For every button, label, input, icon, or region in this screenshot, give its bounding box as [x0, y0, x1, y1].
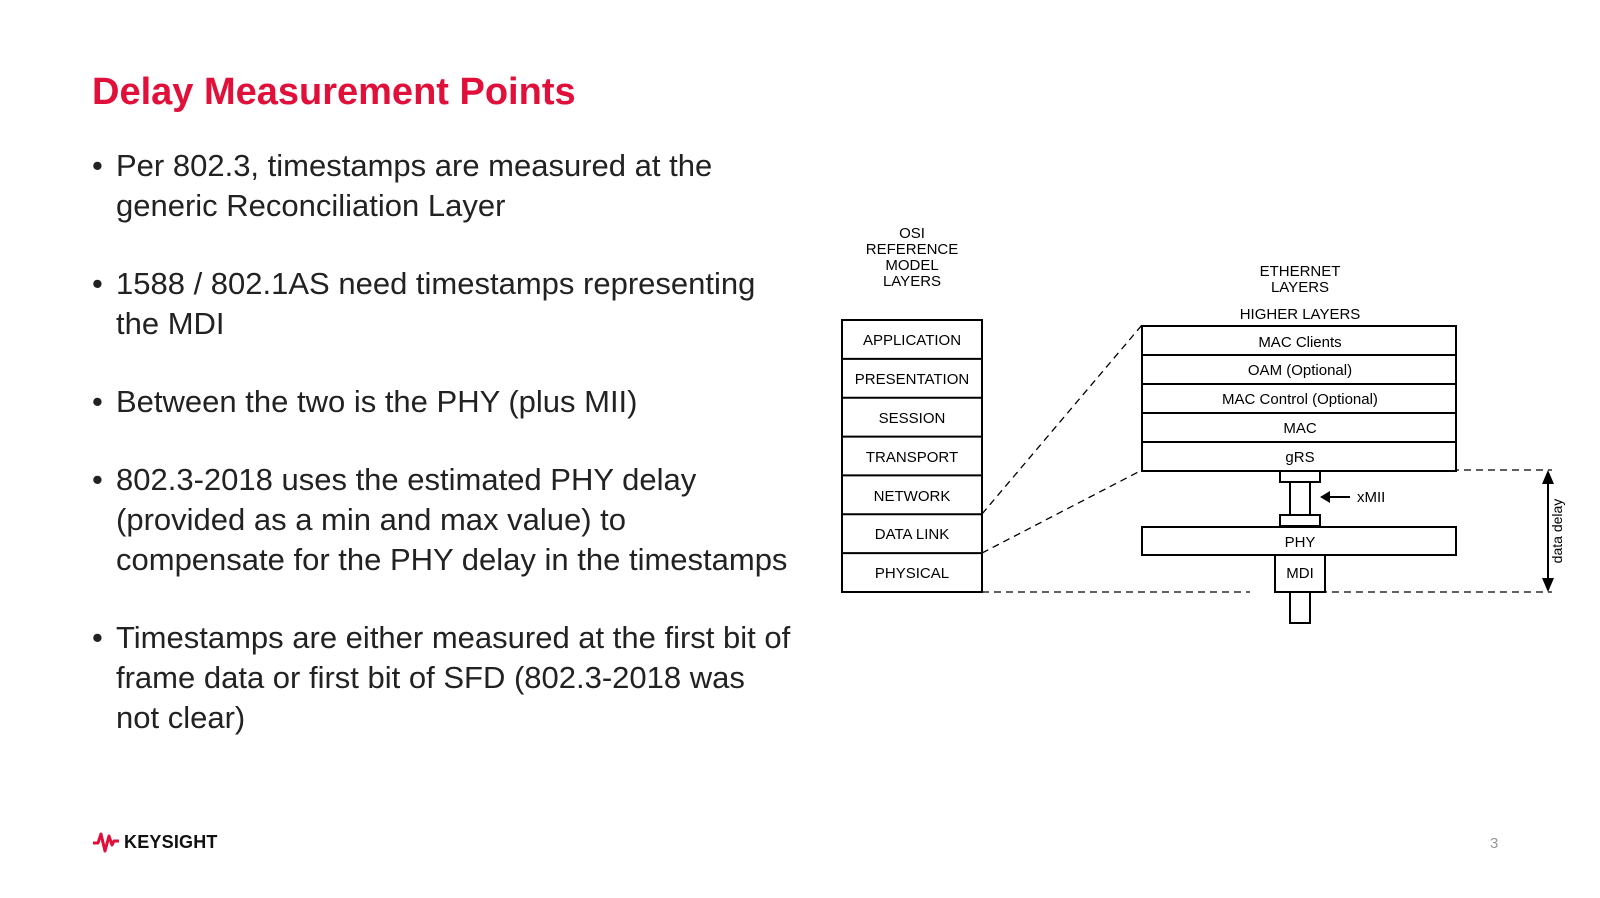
bullet-item: • 802.3-2018 uses the estimated PHY delay (provided as a min and max value) to compensate for the PHY delay in the timestamps — [92, 460, 792, 580]
ethernet-header-line: ETHERNET — [1259, 263, 1341, 280]
logo-text: KEYSIGHT — [124, 831, 218, 852]
osi-layer-physical: PHYSICAL — [874, 565, 950, 582]
osi-header — [866, 225, 959, 290]
xmii-label: xMII — [1357, 489, 1386, 506]
ethernet-layer-mac: MAC — [1283, 420, 1317, 437]
ethernet-layer-oam: OAM (Optional) — [1247, 362, 1353, 379]
osi-header-line: OSI — [899, 225, 925, 242]
ethernet-layer-grs: gRS — [1285, 449, 1315, 466]
mdi-label: MDI — [1286, 565, 1314, 582]
bullet-item: • Timestamps are either measured at the first bit of frame data or first bit of SFD (802.3-2018 was not clear) — [92, 618, 792, 738]
ethernet-layer-mac-clients: MAC Clients — [1258, 334, 1342, 351]
xmii-connector — [1280, 471, 1320, 526]
bullet-item: • Between the two is the PHY (plus MII) — [92, 382, 792, 422]
osi-header-line: LAYERS — [882, 273, 942, 290]
page-number: 3 — [1490, 835, 1499, 852]
mdi-stub — [1290, 592, 1310, 623]
osi-header-line: REFERENCE — [865, 241, 959, 258]
osi-layer-application: APPLICATION — [862, 332, 962, 349]
bullet-item: • Per 802.3, timestamps are measured at the generic Reconciliation Layer — [92, 146, 792, 226]
keysight-wave-icon — [92, 831, 120, 853]
osi-layer-transport: TRANSPORT — [865, 449, 959, 466]
higher-layers-label: HIGHER LAYERS — [1239, 306, 1361, 323]
xmii-arrow-icon — [1320, 491, 1350, 503]
keysight-logo — [92, 830, 218, 854]
osi-layer-network: NETWORK — [873, 488, 951, 505]
ethernet-layer-mac-control: MAC Control (Optional) — [1222, 391, 1378, 408]
data-delay-label: data delay — [1549, 498, 1565, 564]
ethernet-header-line: LAYERS — [1270, 279, 1330, 296]
bullet-item: • 1588 / 802.1AS need timestamps representing the MDI — [92, 264, 792, 344]
ethernet-header — [1260, 263, 1341, 296]
osi-layer-session: SESSION — [878, 410, 946, 427]
osi-header-line: MODEL — [885, 257, 939, 274]
phy-label: PHY — [1284, 534, 1316, 551]
osi-layer-data-link: DATA LINK — [874, 526, 950, 543]
osi-layer-presentation: PRESENTATION — [854, 371, 970, 388]
slide-title: Delay Measurement Points — [92, 71, 576, 113]
